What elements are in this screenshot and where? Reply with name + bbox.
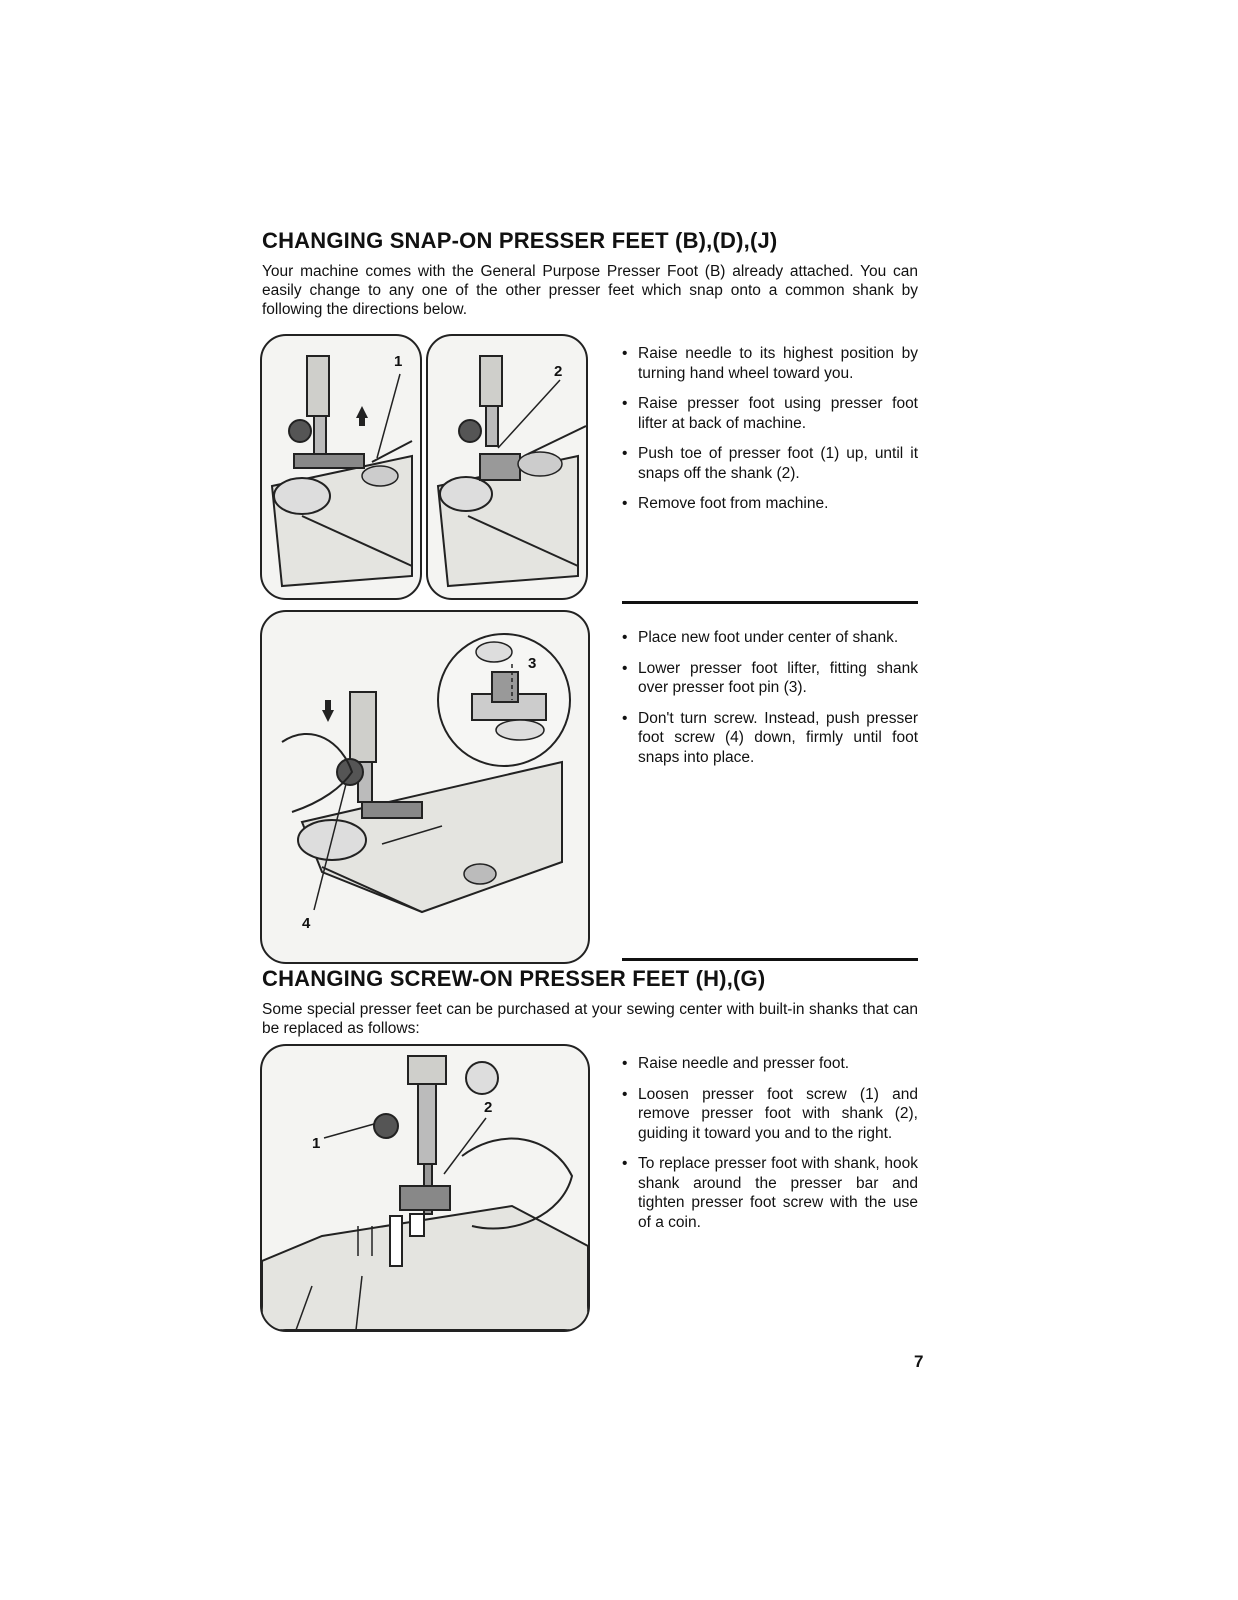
page-number: 7	[914, 1352, 924, 1371]
divider	[622, 601, 918, 604]
list-item: • Push toe of presser foot (1) up, until it snaps off the shank (2).	[622, 445, 918, 482]
list-item: • Remove foot from machine.	[622, 495, 829, 512]
list-item: • Place new foot under center of shank.	[622, 629, 899, 646]
bullet: •	[622, 659, 628, 677]
section1-title: CHANGING SNAP-ON PRESSER FEET (B),(D),(J)	[262, 228, 778, 253]
figure-label-2: 2	[554, 363, 563, 380]
section1-intro: Your machine comes with the General Purpose Presser Foot (B) already attached. You can easily change to any one of the other presser feet which snap onto a common shank by following the directions below.	[262, 263, 918, 318]
bullet: •	[622, 629, 628, 646]
list-item: • Lower presser foot lifter, fitting shank over presser foot pin (3).	[622, 659, 918, 696]
bullet: •	[622, 1155, 628, 1172]
figure-screw-on-foot	[260, 1044, 590, 1332]
figure-label-3: 3	[528, 655, 537, 672]
figure-label-1: 1	[312, 1135, 321, 1152]
bullet: •	[622, 445, 628, 462]
sewing-machine-illustration	[428, 336, 586, 598]
list-item: • Raise needle and presser foot.	[622, 1055, 850, 1072]
bullet: •	[622, 1055, 628, 1072]
figure-label-4: 4	[302, 915, 311, 932]
figure-label-1: 1	[394, 353, 403, 370]
attach-foot-steps	[622, 628, 918, 778]
figure-label-2: 2	[484, 1099, 493, 1116]
list-item: • Don't turn screw. Instead, push presser foot screw (4) down, firmly until foot snaps into place.	[622, 709, 918, 766]
list-item: • Raise presser foot using presser foot lifter at back of machine.	[622, 395, 918, 432]
section2-intro: Some special presser feet can be purchased at your sewing center with built-in shanks that can be replaced as follows:	[262, 1001, 918, 1037]
sewing-machine-illustration	[262, 612, 588, 962]
figure-attach-foot	[260, 610, 590, 964]
list-item: • Loosen presser foot screw (1) and remove presser foot with shank (2), guiding it toward you and to the right.	[622, 1085, 918, 1142]
divider	[622, 958, 918, 961]
bullet: •	[622, 395, 628, 412]
list-item: • To replace presser foot with shank, hook shank around the presser bar and tighten presser foot screw with the use of a coin.	[622, 1155, 918, 1231]
screw-on-steps	[622, 1054, 918, 1243]
bullet: •	[622, 709, 628, 727]
remove-foot-steps	[622, 344, 918, 525]
sewing-machine-illustration	[262, 1046, 588, 1330]
figure-remove-foot-shank	[426, 334, 588, 600]
bullet: •	[622, 495, 628, 512]
sewing-machine-illustration	[262, 336, 420, 598]
figure-remove-foot-toe	[260, 334, 422, 600]
bullet: •	[622, 1085, 628, 1103]
bullet: •	[622, 345, 628, 362]
list-item: • Raise needle to its highest position by turning hand wheel toward you.	[622, 345, 918, 382]
section2-title: CHANGING SCREW-ON PRESSER FEET (H),(G)	[262, 966, 766, 991]
